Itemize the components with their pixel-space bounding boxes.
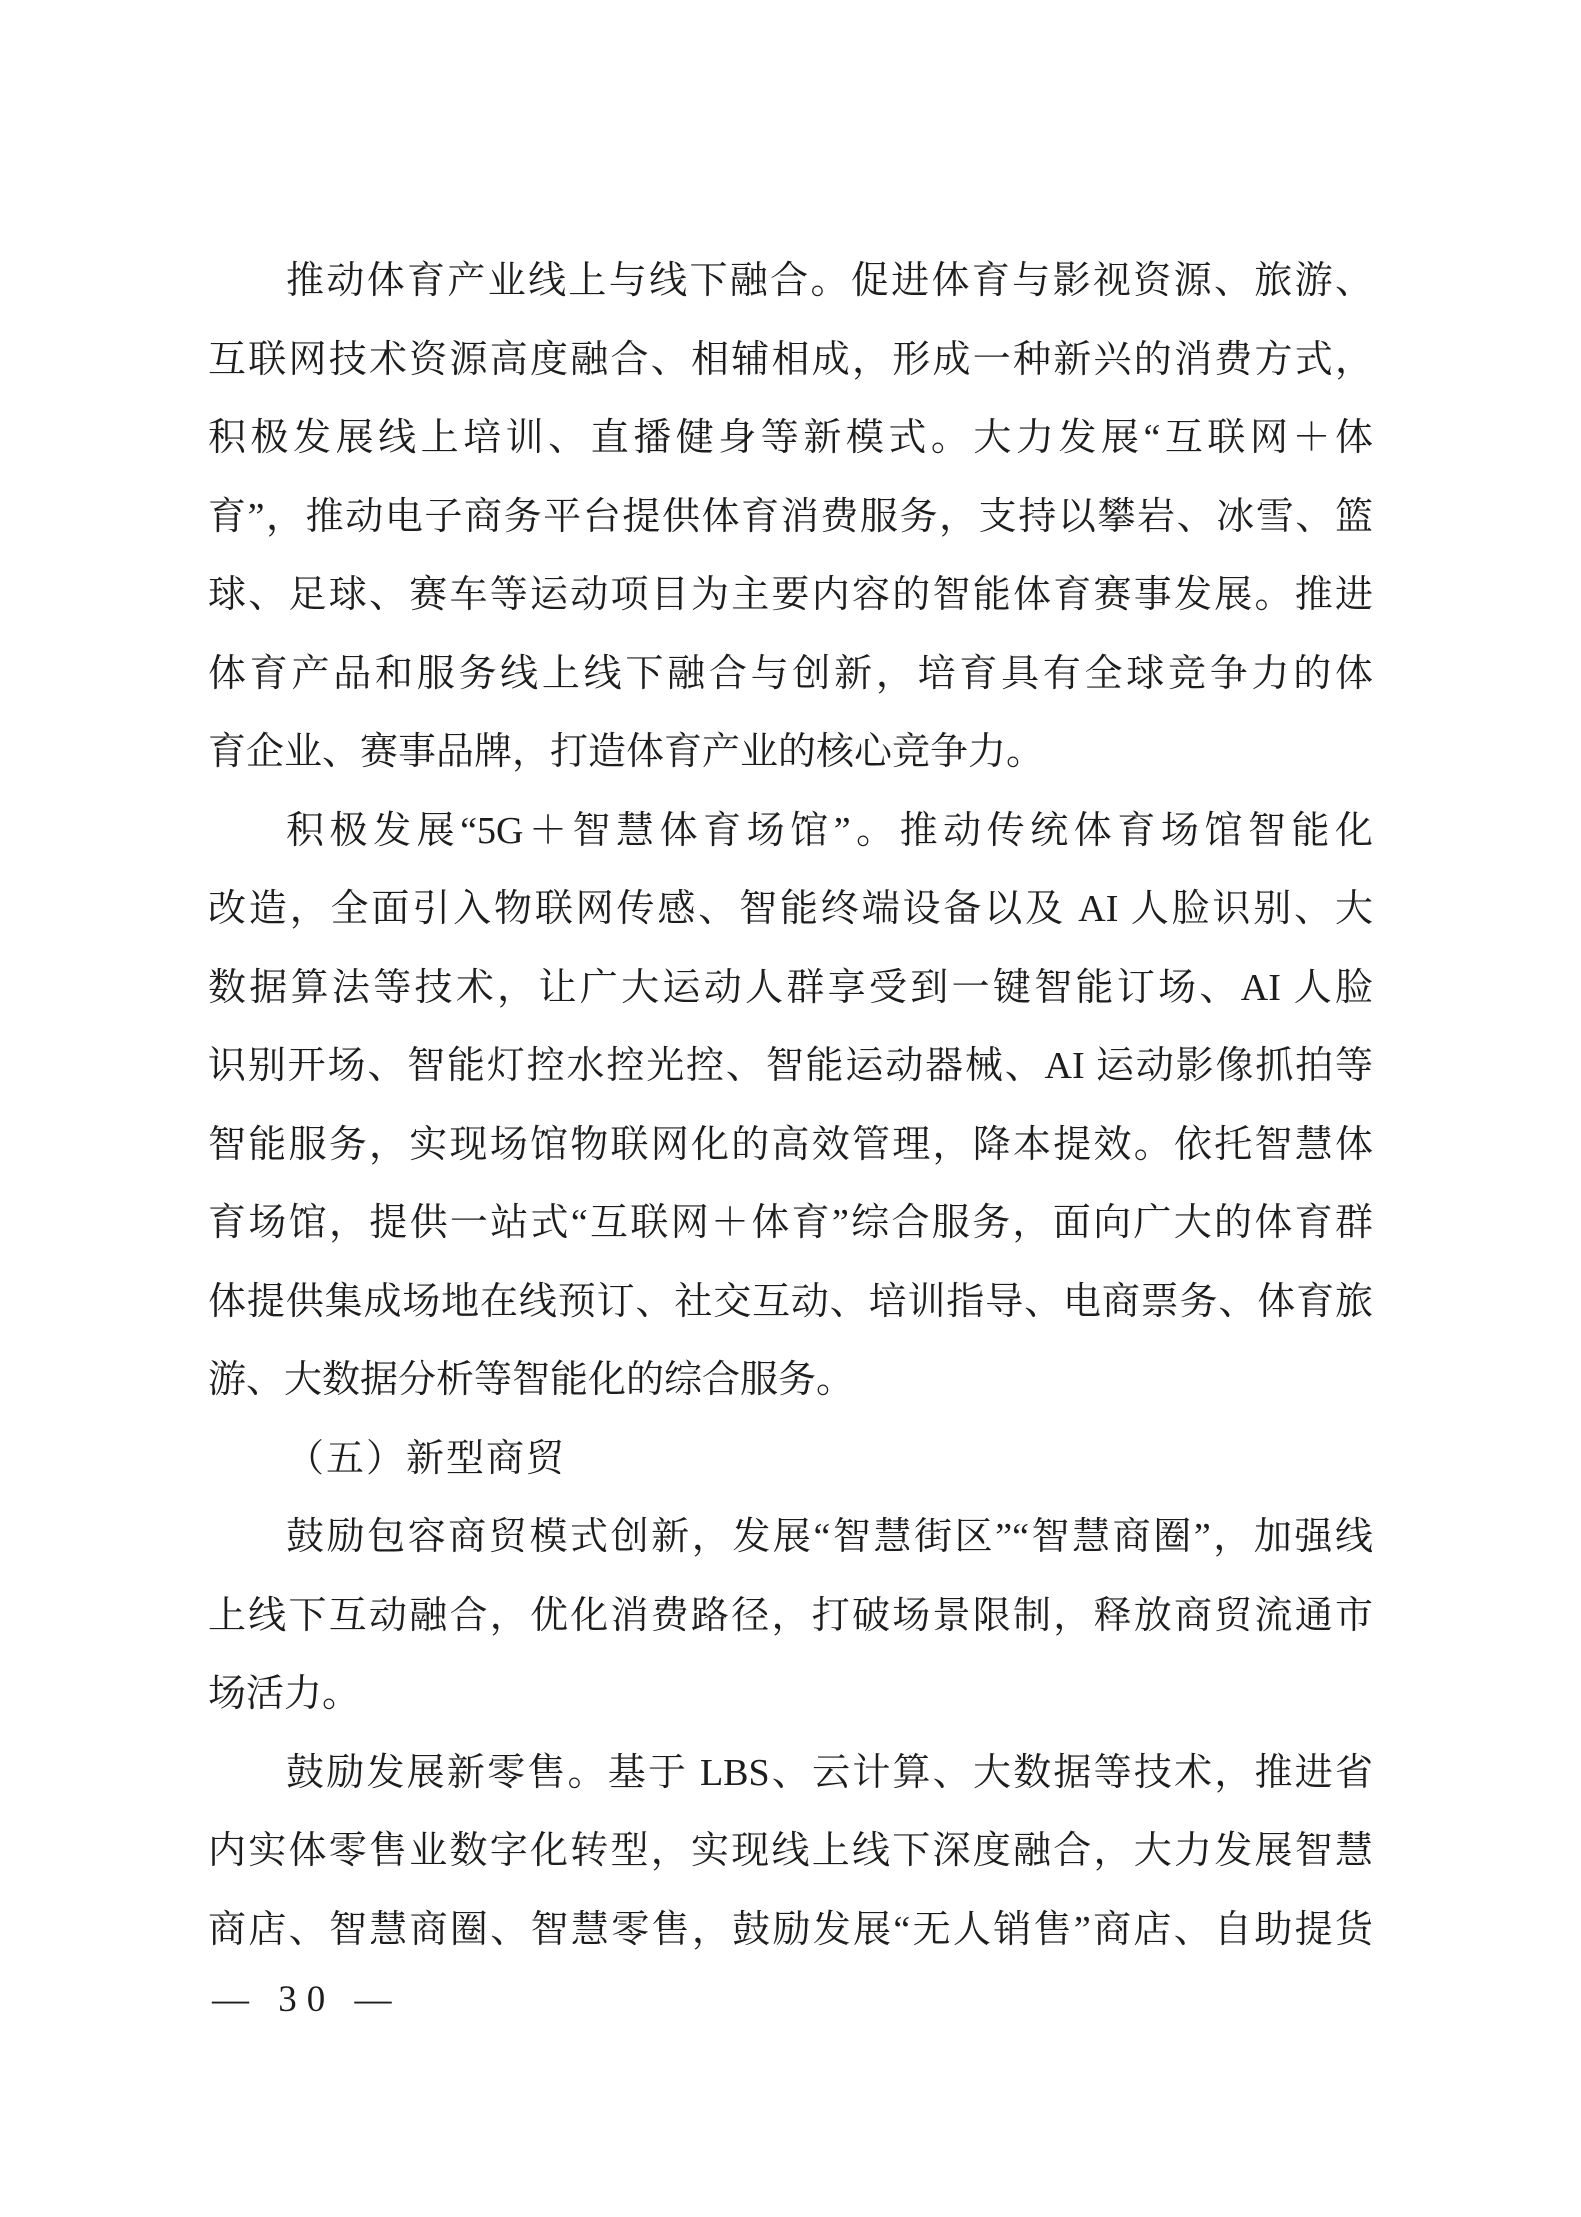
paragraph-sports-online-offline-integration	[208, 242, 1373, 792]
text-line: 商店、智慧商圈、智慧零售，鼓励发展“无人销售”商店、自助提货	[208, 1908, 1373, 1951]
text-line: 上线下互动融合，优化消费路径，打破场景限制，释放商贸流通市	[208, 1594, 1373, 1637]
text-line: 数据算法等技术，让广大运动人群享受到一键智能订场、AI 人脸	[208, 966, 1373, 1009]
document-text-block	[208, 242, 1373, 1969]
text-line: 积极发展线上培训、直播健身等新模式。大力发展“互联网＋体	[208, 417, 1373, 459]
paragraph-5g-smart-venues	[208, 792, 1373, 1420]
text-line: 育场馆，提供一站式“互联网＋体育”综合服务，面向广大的体育群	[208, 1202, 1373, 1244]
text-line: 场活力。	[208, 1673, 361, 1715]
text-line: 改造，全面引入物联网传感、智能终端设备以及 AI 人脸识别、大	[208, 888, 1373, 930]
text-line: 内实体零售业数字化转型，实现线上线下深度融合，大力发展智慧	[208, 1830, 1373, 1872]
text-line: 智能服务，实现场馆物联网化的高效管理，降本提效。依托智慧体	[208, 1123, 1373, 1166]
section-heading-new-commerce	[208, 1420, 1373, 1499]
section-heading: （五）新型商贸	[286, 1437, 567, 1480]
text-line: 鼓励发展新零售。基于 LBS、云计算、大数据等技术，推进省	[286, 1751, 1373, 1794]
text-line: 育企业、赛事品牌，打造体育产业的核心竞争力。	[208, 731, 1045, 773]
text-line: 育”，推动电子商务平台提供体育消费服务，支持以攀岩、冰雪、篮	[208, 495, 1373, 538]
page-footer	[212, 1978, 402, 2022]
text-line: 推动体育产业线上与线下融合。促进体育与影视资源、旅游、	[286, 260, 1373, 302]
text-line: 体育产品和服务线上线下融合与创新，培育具有全球竞争力的体	[208, 652, 1373, 695]
page-number: — 30 —	[212, 1979, 402, 2020]
text-line: 鼓励包容商贸模式创新，发展“智慧街区”“智慧商圈”，加强线	[286, 1516, 1373, 1558]
text-line: 识别开场、智能灯控水控光控、智能运动器械、AI 运动影像抓拍等	[208, 1045, 1373, 1087]
paragraph-commerce-model-innovation	[208, 1498, 1373, 1734]
text-line: 球、足球、赛车等运动项目为主要内容的智能体育赛事发展。推进	[208, 574, 1373, 616]
text-line: 体提供集成场地在线预订、社交互动、培训指导、电商票务、体育旅	[208, 1280, 1373, 1323]
paragraph-new-retail	[208, 1734, 1373, 1970]
text-line: 积极发展“5G＋智慧体育场馆”。推动传统体育场馆智能化	[286, 809, 1373, 852]
text-line: 互联网技术资源高度融合、相辅相成，形成一种新兴的消费方式，	[208, 338, 1373, 381]
text-line: 游、大数据分析等智能化的综合服务。	[208, 1359, 855, 1401]
